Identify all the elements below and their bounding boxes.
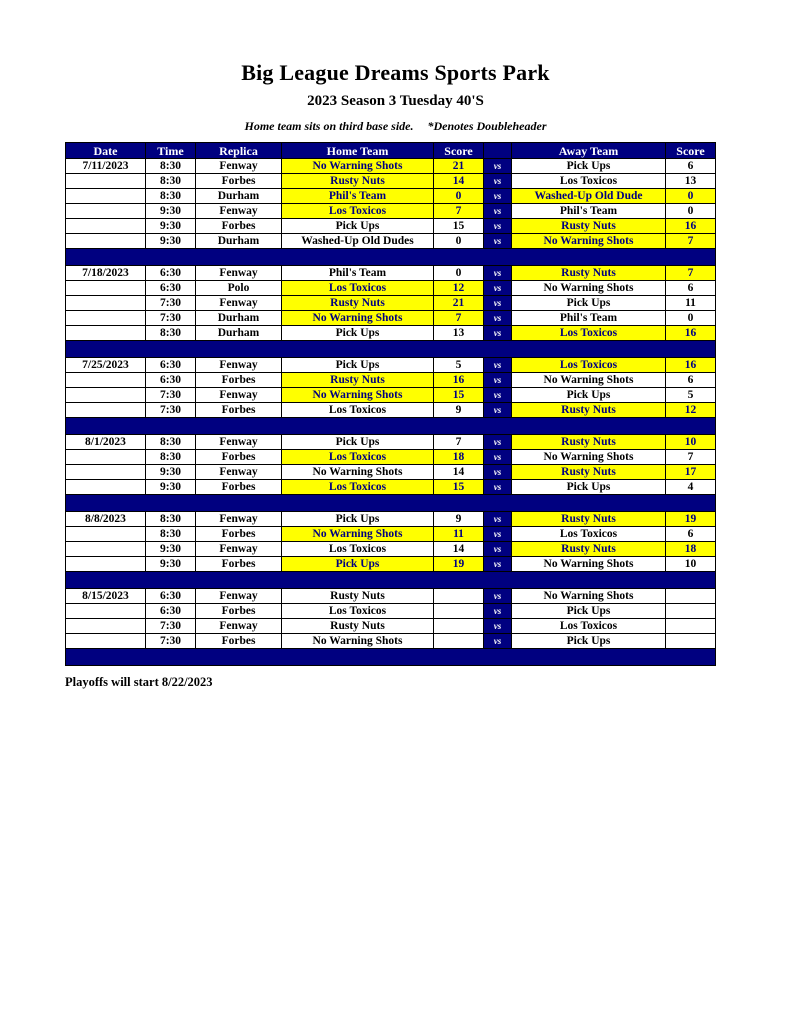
time-cell: 8:30 <box>146 189 196 204</box>
vs-label: vs <box>484 159 512 174</box>
replica-cell: Fenway <box>196 204 282 219</box>
game-row <box>66 435 716 450</box>
time-cell: 6:30 <box>146 358 196 373</box>
away-score-cell: 6 <box>666 159 716 174</box>
time-cell: 9:30 <box>146 465 196 480</box>
vs-label: vs <box>484 281 512 296</box>
date-group-separator <box>66 572 716 589</box>
replica-cell: Forbes <box>196 527 282 542</box>
home-team-cell: Rusty Nuts <box>282 589 434 604</box>
replica-cell: Forbes <box>196 480 282 495</box>
date-cell: 8/15/2023 <box>66 589 146 604</box>
vs-label: vs <box>484 527 512 542</box>
time-cell: 7:30 <box>146 634 196 649</box>
vs-label: vs <box>484 589 512 604</box>
schedule-table <box>65 142 716 666</box>
home-team-cell: Phil's Team <box>282 189 434 204</box>
home-score-cell: 15 <box>434 219 484 234</box>
away-team-cell: Pick Ups <box>512 604 666 619</box>
away-team-cell: Rusty Nuts <box>512 435 666 450</box>
away-score-cell: 10 <box>666 557 716 572</box>
page-note <box>0 119 791 134</box>
game-row <box>66 358 716 373</box>
home-team-cell: Pick Ups <box>282 326 434 341</box>
column-header-time: Time <box>146 143 196 159</box>
date-group-separator <box>66 495 716 512</box>
away-score-cell: 11 <box>666 296 716 311</box>
vs-label: vs <box>484 204 512 219</box>
away-score-cell: 7 <box>666 266 716 281</box>
date-cell <box>66 403 146 418</box>
date-cell <box>66 281 146 296</box>
date-cell <box>66 311 146 326</box>
home-score-cell: 12 <box>434 281 484 296</box>
away-score-cell <box>666 589 716 604</box>
away-score-cell: 6 <box>666 373 716 388</box>
home-score-cell: 13 <box>434 326 484 341</box>
page-subtitle: 2023 Season 3 Tuesday 40'S <box>307 93 484 109</box>
away-team-cell: Pick Ups <box>512 159 666 174</box>
replica-cell: Forbes <box>196 450 282 465</box>
home-score-cell: 18 <box>434 450 484 465</box>
date-group-separator <box>66 418 716 435</box>
date-cell <box>66 634 146 649</box>
away-score-cell: 16 <box>666 326 716 341</box>
game-row <box>66 480 716 495</box>
game-row <box>66 311 716 326</box>
replica-cell: Forbes <box>196 604 282 619</box>
home-score-cell: 9 <box>434 512 484 527</box>
time-cell: 6:30 <box>146 589 196 604</box>
away-score-cell: 0 <box>666 204 716 219</box>
vs-label: vs <box>484 326 512 341</box>
away-score-cell: 7 <box>666 234 716 249</box>
away-team-cell: No Warning Shots <box>512 589 666 604</box>
away-score-cell <box>666 619 716 634</box>
header-row <box>66 143 716 159</box>
game-row <box>66 159 716 174</box>
away-team-cell: Los Toxicos <box>512 358 666 373</box>
vs-label: vs <box>484 266 512 281</box>
date-cell <box>66 219 146 234</box>
vs-label: vs <box>484 435 512 450</box>
separator-bar <box>66 418 716 435</box>
date-cell <box>66 296 146 311</box>
time-cell: 8:30 <box>146 435 196 450</box>
away-team-cell: Washed-Up Old Dude <box>512 189 666 204</box>
game-row <box>66 234 716 249</box>
column-header-home-team: Home Team <box>282 143 434 159</box>
home-score-cell <box>434 589 484 604</box>
away-team-cell: No Warning Shots <box>512 450 666 465</box>
note-doubleheader: *Denotes Doubleheader <box>427 119 547 133</box>
home-team-cell: No Warning Shots <box>282 159 434 174</box>
game-row <box>66 373 716 388</box>
date-cell: 8/8/2023 <box>66 512 146 527</box>
vs-label: vs <box>484 604 512 619</box>
home-team-cell: Los Toxicos <box>282 403 434 418</box>
vs-label: vs <box>484 296 512 311</box>
replica-cell: Fenway <box>196 266 282 281</box>
away-team-cell: Rusty Nuts <box>512 465 666 480</box>
away-score-cell: 17 <box>666 465 716 480</box>
game-row <box>66 542 716 557</box>
time-cell: 7:30 <box>146 388 196 403</box>
replica-cell: Fenway <box>196 589 282 604</box>
date-cell: 7/25/2023 <box>66 358 146 373</box>
table-body <box>66 159 716 666</box>
home-score-cell: 7 <box>434 311 484 326</box>
replica-cell: Fenway <box>196 159 282 174</box>
home-team-cell: Pick Ups <box>282 219 434 234</box>
replica-cell: Forbes <box>196 634 282 649</box>
home-team-cell: Rusty Nuts <box>282 174 434 189</box>
date-cell <box>66 189 146 204</box>
replica-cell: Fenway <box>196 542 282 557</box>
home-team-cell: Los Toxicos <box>282 604 434 619</box>
page-title: Big League Dreams Sports Park <box>241 60 550 85</box>
home-team-cell: Los Toxicos <box>282 542 434 557</box>
vs-label: vs <box>484 311 512 326</box>
replica-cell: Forbes <box>196 403 282 418</box>
away-team-cell: Rusty Nuts <box>512 403 666 418</box>
away-team-cell: Rusty Nuts <box>512 266 666 281</box>
game-row <box>66 450 716 465</box>
vs-label: vs <box>484 450 512 465</box>
replica-cell: Fenway <box>196 358 282 373</box>
vs-label: vs <box>484 465 512 480</box>
game-row <box>66 189 716 204</box>
home-score-cell: 0 <box>434 266 484 281</box>
away-score-cell: 5 <box>666 388 716 403</box>
replica-cell: Fenway <box>196 619 282 634</box>
separator-bar <box>66 341 716 358</box>
home-team-cell: No Warning Shots <box>282 311 434 326</box>
time-cell: 7:30 <box>146 403 196 418</box>
vs-label: vs <box>484 634 512 649</box>
game-row <box>66 589 716 604</box>
date-group-separator <box>66 649 716 666</box>
date-cell <box>66 373 146 388</box>
date-cell <box>66 465 146 480</box>
replica-cell: Forbes <box>196 174 282 189</box>
home-score-cell: 0 <box>434 234 484 249</box>
away-team-cell: No Warning Shots <box>512 234 666 249</box>
date-cell: 7/11/2023 <box>66 159 146 174</box>
vs-label: vs <box>484 512 512 527</box>
time-cell: 8:30 <box>146 527 196 542</box>
home-team-cell: Pick Ups <box>282 557 434 572</box>
time-cell: 6:30 <box>146 266 196 281</box>
date-cell <box>66 450 146 465</box>
home-team-cell: Los Toxicos <box>282 281 434 296</box>
column-header-replica: Replica <box>196 143 282 159</box>
date-cell: 8/1/2023 <box>66 435 146 450</box>
home-team-cell: No Warning Shots <box>282 527 434 542</box>
date-cell <box>66 388 146 403</box>
date-group-separator <box>66 341 716 358</box>
game-row <box>66 219 716 234</box>
time-cell: 8:30 <box>146 159 196 174</box>
replica-cell: Durham <box>196 326 282 341</box>
home-score-cell <box>434 634 484 649</box>
home-team-cell: Rusty Nuts <box>282 619 434 634</box>
game-row <box>66 527 716 542</box>
home-score-cell: 19 <box>434 557 484 572</box>
column-header-home-score: Score <box>434 143 484 159</box>
vs-label: vs <box>484 480 512 495</box>
away-team-cell: Los Toxicos <box>512 326 666 341</box>
replica-cell: Fenway <box>196 465 282 480</box>
replica-cell: Forbes <box>196 373 282 388</box>
time-cell: 9:30 <box>146 234 196 249</box>
home-team-cell: Los Toxicos <box>282 204 434 219</box>
column-header-vs <box>484 143 512 159</box>
game-row <box>66 465 716 480</box>
away-score-cell <box>666 604 716 619</box>
vs-label: vs <box>484 403 512 418</box>
date-cell <box>66 527 146 542</box>
vs-label: vs <box>484 189 512 204</box>
vs-label: vs <box>484 388 512 403</box>
away-score-cell: 10 <box>666 435 716 450</box>
away-team-cell: No Warning Shots <box>512 281 666 296</box>
date-cell <box>66 480 146 495</box>
game-row <box>66 174 716 189</box>
home-score-cell: 14 <box>434 174 484 189</box>
home-score-cell: 21 <box>434 296 484 311</box>
home-score-cell: 16 <box>434 373 484 388</box>
date-cell <box>66 619 146 634</box>
home-score-cell: 21 <box>434 159 484 174</box>
away-score-cell: 19 <box>666 512 716 527</box>
away-score-cell: 4 <box>666 480 716 495</box>
away-score-cell: 16 <box>666 358 716 373</box>
game-row <box>66 326 716 341</box>
away-team-cell: Los Toxicos <box>512 619 666 634</box>
playoffs-note: Playoffs will start 8/22/2023 <box>65 675 213 689</box>
time-cell: 7:30 <box>146 296 196 311</box>
away-score-cell: 16 <box>666 219 716 234</box>
replica-cell: Durham <box>196 311 282 326</box>
table-header <box>66 143 716 159</box>
game-row <box>66 204 716 219</box>
column-header-date: Date <box>66 143 146 159</box>
time-cell: 8:30 <box>146 326 196 341</box>
away-score-cell: 18 <box>666 542 716 557</box>
vs-label: vs <box>484 234 512 249</box>
time-cell: 8:30 <box>146 512 196 527</box>
game-row <box>66 296 716 311</box>
away-team-cell: Los Toxicos <box>512 527 666 542</box>
vs-label: vs <box>484 219 512 234</box>
date-cell <box>66 604 146 619</box>
home-team-cell: Rusty Nuts <box>282 373 434 388</box>
replica-cell: Durham <box>196 189 282 204</box>
separator-bar <box>66 249 716 266</box>
time-cell: 6:30 <box>146 281 196 296</box>
away-team-cell: Rusty Nuts <box>512 542 666 557</box>
game-row <box>66 403 716 418</box>
date-group-separator <box>66 249 716 266</box>
replica-cell: Forbes <box>196 557 282 572</box>
time-cell: 6:30 <box>146 373 196 388</box>
separator-bar <box>66 572 716 589</box>
time-cell: 9:30 <box>146 557 196 572</box>
home-team-cell: No Warning Shots <box>282 388 434 403</box>
home-team-cell: Washed-Up Old Dudes <box>282 234 434 249</box>
away-team-cell: Phil's Team <box>512 311 666 326</box>
home-team-cell: No Warning Shots <box>282 465 434 480</box>
time-cell: 6:30 <box>146 604 196 619</box>
home-score-cell: 7 <box>434 204 484 219</box>
game-row <box>66 634 716 649</box>
home-team-cell: Los Toxicos <box>282 480 434 495</box>
separator-bar <box>66 495 716 512</box>
date-cell <box>66 326 146 341</box>
replica-cell: Durham <box>196 234 282 249</box>
date-cell <box>66 542 146 557</box>
away-score-cell: 6 <box>666 527 716 542</box>
home-score-cell: 14 <box>434 465 484 480</box>
replica-cell: Fenway <box>196 296 282 311</box>
away-score-cell: 7 <box>666 450 716 465</box>
date-cell: 7/18/2023 <box>66 266 146 281</box>
separator-bar <box>66 649 716 666</box>
replica-cell: Polo <box>196 281 282 296</box>
home-score-cell <box>434 604 484 619</box>
time-cell: 9:30 <box>146 542 196 557</box>
away-team-cell: Phil's Team <box>512 204 666 219</box>
date-cell <box>66 557 146 572</box>
home-score-cell: 14 <box>434 542 484 557</box>
time-cell: 8:30 <box>146 174 196 189</box>
time-cell: 7:30 <box>146 619 196 634</box>
home-score-cell: 7 <box>434 435 484 450</box>
away-score-cell: 0 <box>666 189 716 204</box>
away-score-cell: 13 <box>666 174 716 189</box>
replica-cell: Fenway <box>196 512 282 527</box>
away-team-cell: Pick Ups <box>512 296 666 311</box>
home-score-cell: 9 <box>434 403 484 418</box>
game-row <box>66 388 716 403</box>
replica-cell: Fenway <box>196 435 282 450</box>
time-cell: 8:30 <box>146 450 196 465</box>
replica-cell: Forbes <box>196 219 282 234</box>
game-row <box>66 557 716 572</box>
column-header-away-team: Away Team <box>512 143 666 159</box>
home-score-cell: 11 <box>434 527 484 542</box>
home-team-cell: Rusty Nuts <box>282 296 434 311</box>
vs-label: vs <box>484 557 512 572</box>
game-row <box>66 266 716 281</box>
time-cell: 7:30 <box>146 311 196 326</box>
column-header-away-score: Score <box>666 143 716 159</box>
game-row <box>66 281 716 296</box>
time-cell: 9:30 <box>146 219 196 234</box>
game-row <box>66 619 716 634</box>
away-team-cell: No Warning Shots <box>512 557 666 572</box>
time-cell: 9:30 <box>146 204 196 219</box>
replica-cell: Fenway <box>196 388 282 403</box>
vs-label: vs <box>484 358 512 373</box>
away-team-cell: Los Toxicos <box>512 174 666 189</box>
away-team-cell: Pick Ups <box>512 634 666 649</box>
away-team-cell: Pick Ups <box>512 480 666 495</box>
home-team-cell: Pick Ups <box>282 512 434 527</box>
home-team-cell: Los Toxicos <box>282 450 434 465</box>
away-team-cell: Pick Ups <box>512 388 666 403</box>
away-score-cell <box>666 634 716 649</box>
away-team-cell: No Warning Shots <box>512 373 666 388</box>
away-team-cell: Rusty Nuts <box>512 512 666 527</box>
home-score-cell: 15 <box>434 480 484 495</box>
game-row <box>66 512 716 527</box>
home-score-cell <box>434 619 484 634</box>
away-score-cell: 6 <box>666 281 716 296</box>
vs-label: vs <box>484 373 512 388</box>
away-team-cell: Rusty Nuts <box>512 219 666 234</box>
away-score-cell: 0 <box>666 311 716 326</box>
vs-label: vs <box>484 174 512 189</box>
date-cell <box>66 234 146 249</box>
vs-label: vs <box>484 542 512 557</box>
home-team-cell: Phil's Team <box>282 266 434 281</box>
home-team-cell: Pick Ups <box>282 358 434 373</box>
date-cell <box>66 174 146 189</box>
date-cell <box>66 204 146 219</box>
home-score-cell: 0 <box>434 189 484 204</box>
home-score-cell: 5 <box>434 358 484 373</box>
home-team-cell: No Warning Shots <box>282 634 434 649</box>
game-row <box>66 604 716 619</box>
home-score-cell: 15 <box>434 388 484 403</box>
note-home-team: Home team sits on third base side. <box>244 119 414 133</box>
vs-label: vs <box>484 619 512 634</box>
home-team-cell: Pick Ups <box>282 435 434 450</box>
away-score-cell: 12 <box>666 403 716 418</box>
time-cell: 9:30 <box>146 480 196 495</box>
